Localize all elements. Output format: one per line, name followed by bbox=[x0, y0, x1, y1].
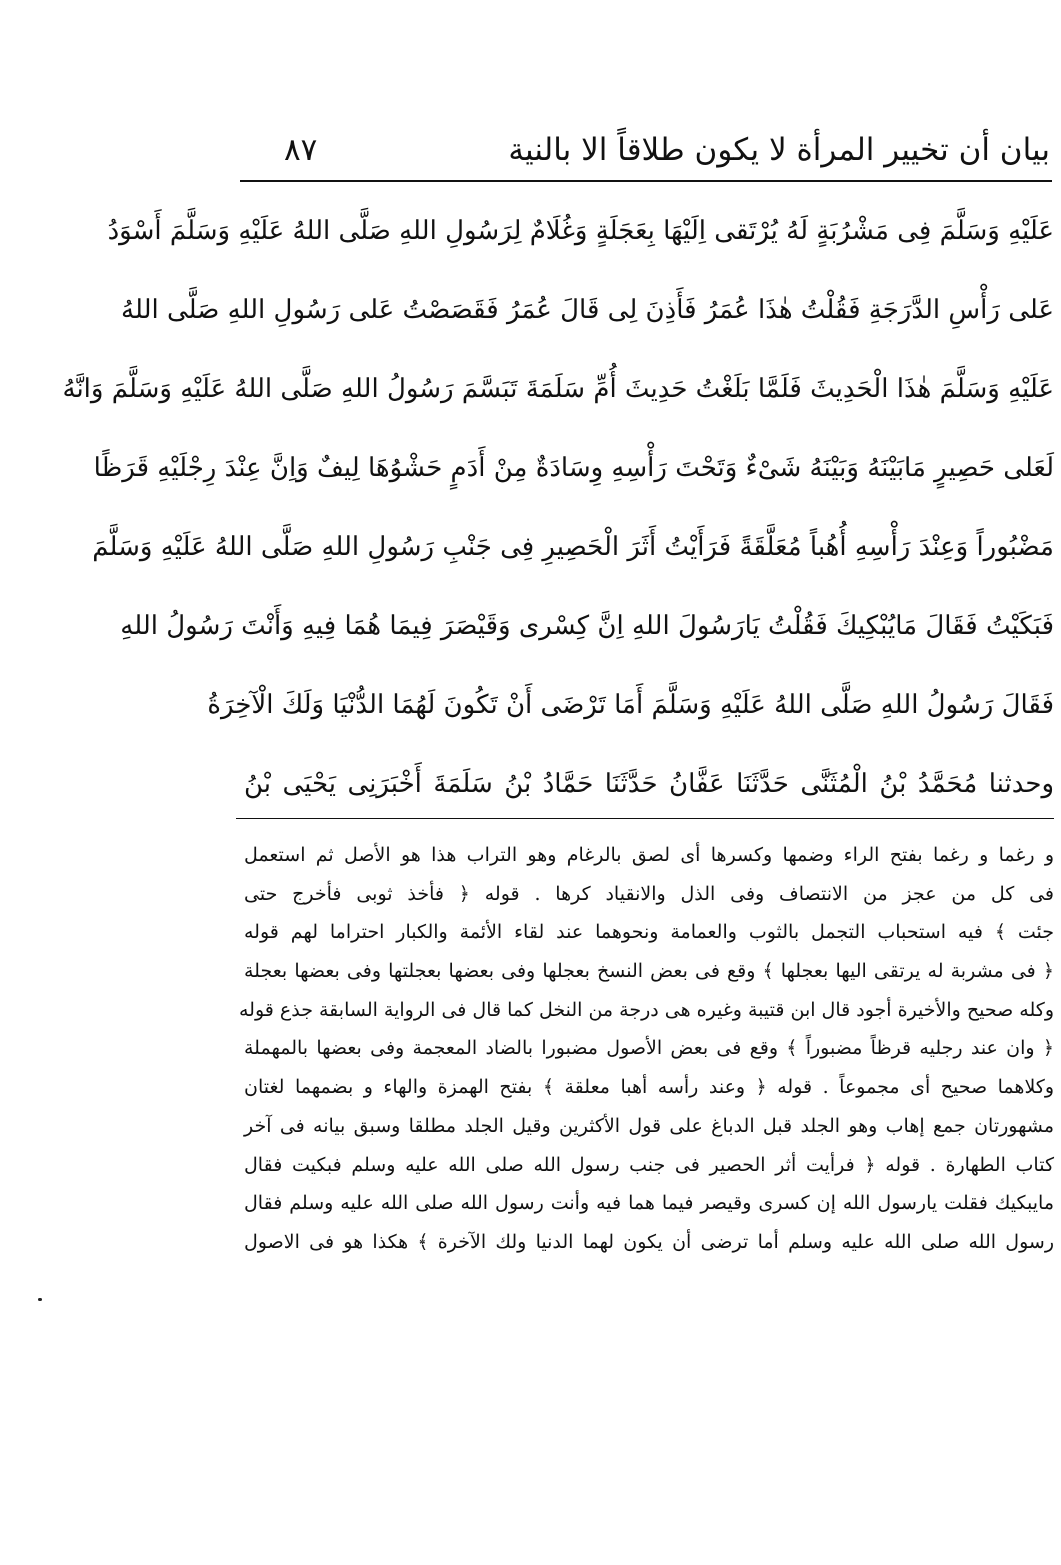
running-header bbox=[238, 128, 1050, 180]
commentary-line: جئت ﴾ فيه استحباب التجمل بالثوب والعمامة ونحوهما عند لقاء الأئمة والكبار احتراما لهم قوله bbox=[244, 921, 1054, 944]
section-divider bbox=[236, 818, 1054, 819]
commentary-line: رسول الله صلى الله عليه وسلم أما ترضى أن يكون لهما الدنيا ولك الآخرة ﴾ هكذا هو فى الاصول bbox=[244, 1230, 1054, 1253]
commentary-line: مشهورتان جمع إهاب وهو الجلد قبل الدباغ على قول الأكثرين وقيل الجلد مطلقا وسبق بيانه فى آخر bbox=[244, 1114, 1054, 1137]
hadith-line: وحدثنا مُحَمَّدُ بْنُ الْمُثَنَّى حَدَّثَنَا عَفَّانُ حَدَّثَنَا حَمَّادُ بْنُ سَلَمَةَ أَخْبَرَنِى يَحْيَى بْنُ bbox=[244, 769, 1054, 799]
commentary-line: فى كل من عجز من الانتصاف وفى الذل والانقياد كرها . قوله ﴿ فأخذ ثوبى فأخرج حتى bbox=[244, 882, 1054, 905]
hadith-line: فَبَكَيْتُ فَقَالَ مَايُبْكِيكَ فَقُلْتُ يَارَسُولَ اللهِ اِنَّ كِسْرى وَقَيْصَرَ فِيمَا هُمَا فِيهِ وَأَنْتَ رَسُولُ اللهِ bbox=[120, 611, 1054, 641]
commentary-line: كتاب الطهارة . قوله ﴿ فرأيت أثر الحصير فى جنب رسول الله صلى الله عليه وسلم فبكيت فقال bbox=[244, 1153, 1054, 1176]
ink-speck bbox=[38, 1298, 42, 1301]
commentary-text bbox=[238, 836, 1054, 1262]
hadith-text bbox=[62, 192, 1054, 824]
page-number: ٨٧ bbox=[284, 132, 318, 168]
header-rule bbox=[240, 180, 1052, 182]
commentary-line: و رغما و رغما بفتح الراء وضمها وكسرها أى لصق بالرغام وهو التراب هذا هو الأصل ثم استعمل bbox=[244, 844, 1054, 866]
hadith-line: مَضْبُوراً وَعِنْدَ رَأْسِهِ أُهُباً مُعَلَّقَةً فَرَأَيْتُ أَثَرَ الْحَصِيرِ فِى جَنْبِ رَسُولِ اللهِ صَلَّى اللهُ عَلَيْهِ وَسَلَّمَ bbox=[92, 532, 1054, 562]
commentary-line: مايبكيك فقلت يارسول الله إن كسرى وقيصر فيما هما فيه وأنت رسول الله صلى الله عليه وسلم فقال bbox=[244, 1192, 1054, 1215]
commentary-line: ﴿ فى مشربة له يرتقى اليها بعجلها ﴾ وقع فى بعض النسخ بعجلها وفى بعضها بعجلتها وفى بعضها بعجلة bbox=[244, 960, 1054, 983]
commentary-line: وكلاهما صحيح أى مجموعاً . قوله ﴿ وعند رأسه أهبا معلقة ﴾ بفتح الهمزة والهاء و بضمهما لغتان bbox=[244, 1076, 1054, 1099]
commentary-line: وكله صحيح والأخيرة أجود قال ابن قتيبة وغيره هى درجة من النخل كما قال فى الرواية السابقة جذع قوله bbox=[238, 998, 1054, 1021]
hadith-line: فَقَالَ رَسُولُ اللهِ صَلَّى اللهُ عَلَيْهِ وَسَلَّمَ أَمَا تَرْضَى أَنْ تَكُونَ لَهُمَا الدُّنْيَا وَلَكَ الْآخِرَةُ bbox=[207, 690, 1054, 720]
header-title: بيان أن تخيير المرأة لا يكون طلاقاً الا بالنية bbox=[508, 132, 1050, 168]
hadith-line: لَعَلى حَصِيرٍ مَابَيْنَهُ وَبَيْنَهُ شَىْءٌ وَتَحْتَ رَأْسِهِ وِسَادَةٌ مِنْ أَدَمٍ حَشْوُهَا لِيفٌ وَاِنَّ عِنْدَ رِجْلَيْهِ قَرَظًا bbox=[93, 453, 1054, 483]
commentary-line: ﴿ وان عند رجليه قرظاً مضبوراً ﴾ وقع فى بعض الأصول مضبورا بالضاد المعجمة وفى بعضها بالمهملة bbox=[244, 1037, 1054, 1060]
hadith-line: عَلى رَأْسِ الدَّرَجَةِ فَقُلْتُ هٰذَا عُمَرُ فَأَذِنَ لِى قَالَ عُمَرُ فَقَصَصْتُ عَلى رَسُولِ اللهِ صَلَّى اللهُ bbox=[121, 295, 1054, 325]
hadith-line: عَلَيْهِ وَسَلَّمَ هٰذَا الْحَدِيثَ فَلَمَّا بَلَغْتُ حَدِيثَ أُمِّ سَلَمَةَ تَبَسَّمَ رَسُولُ اللهِ صَلَّى اللهُ عَلَيْهِ وَسَلَّمَ وَانَّهُ bbox=[62, 374, 1054, 404]
hadith-line: عَلَيْهِ وَسَلَّمَ فِى مَشْرُبَةٍ لَهُ يُرْتَقى اِلَيْهَا بِعَجَلَةٍ وَغُلَامٌ لِرَسُولِ اللهِ صَلَّى اللهُ عَلَيْهِ وَسَلَّمَ أَسْوَدُ bbox=[107, 216, 1054, 246]
